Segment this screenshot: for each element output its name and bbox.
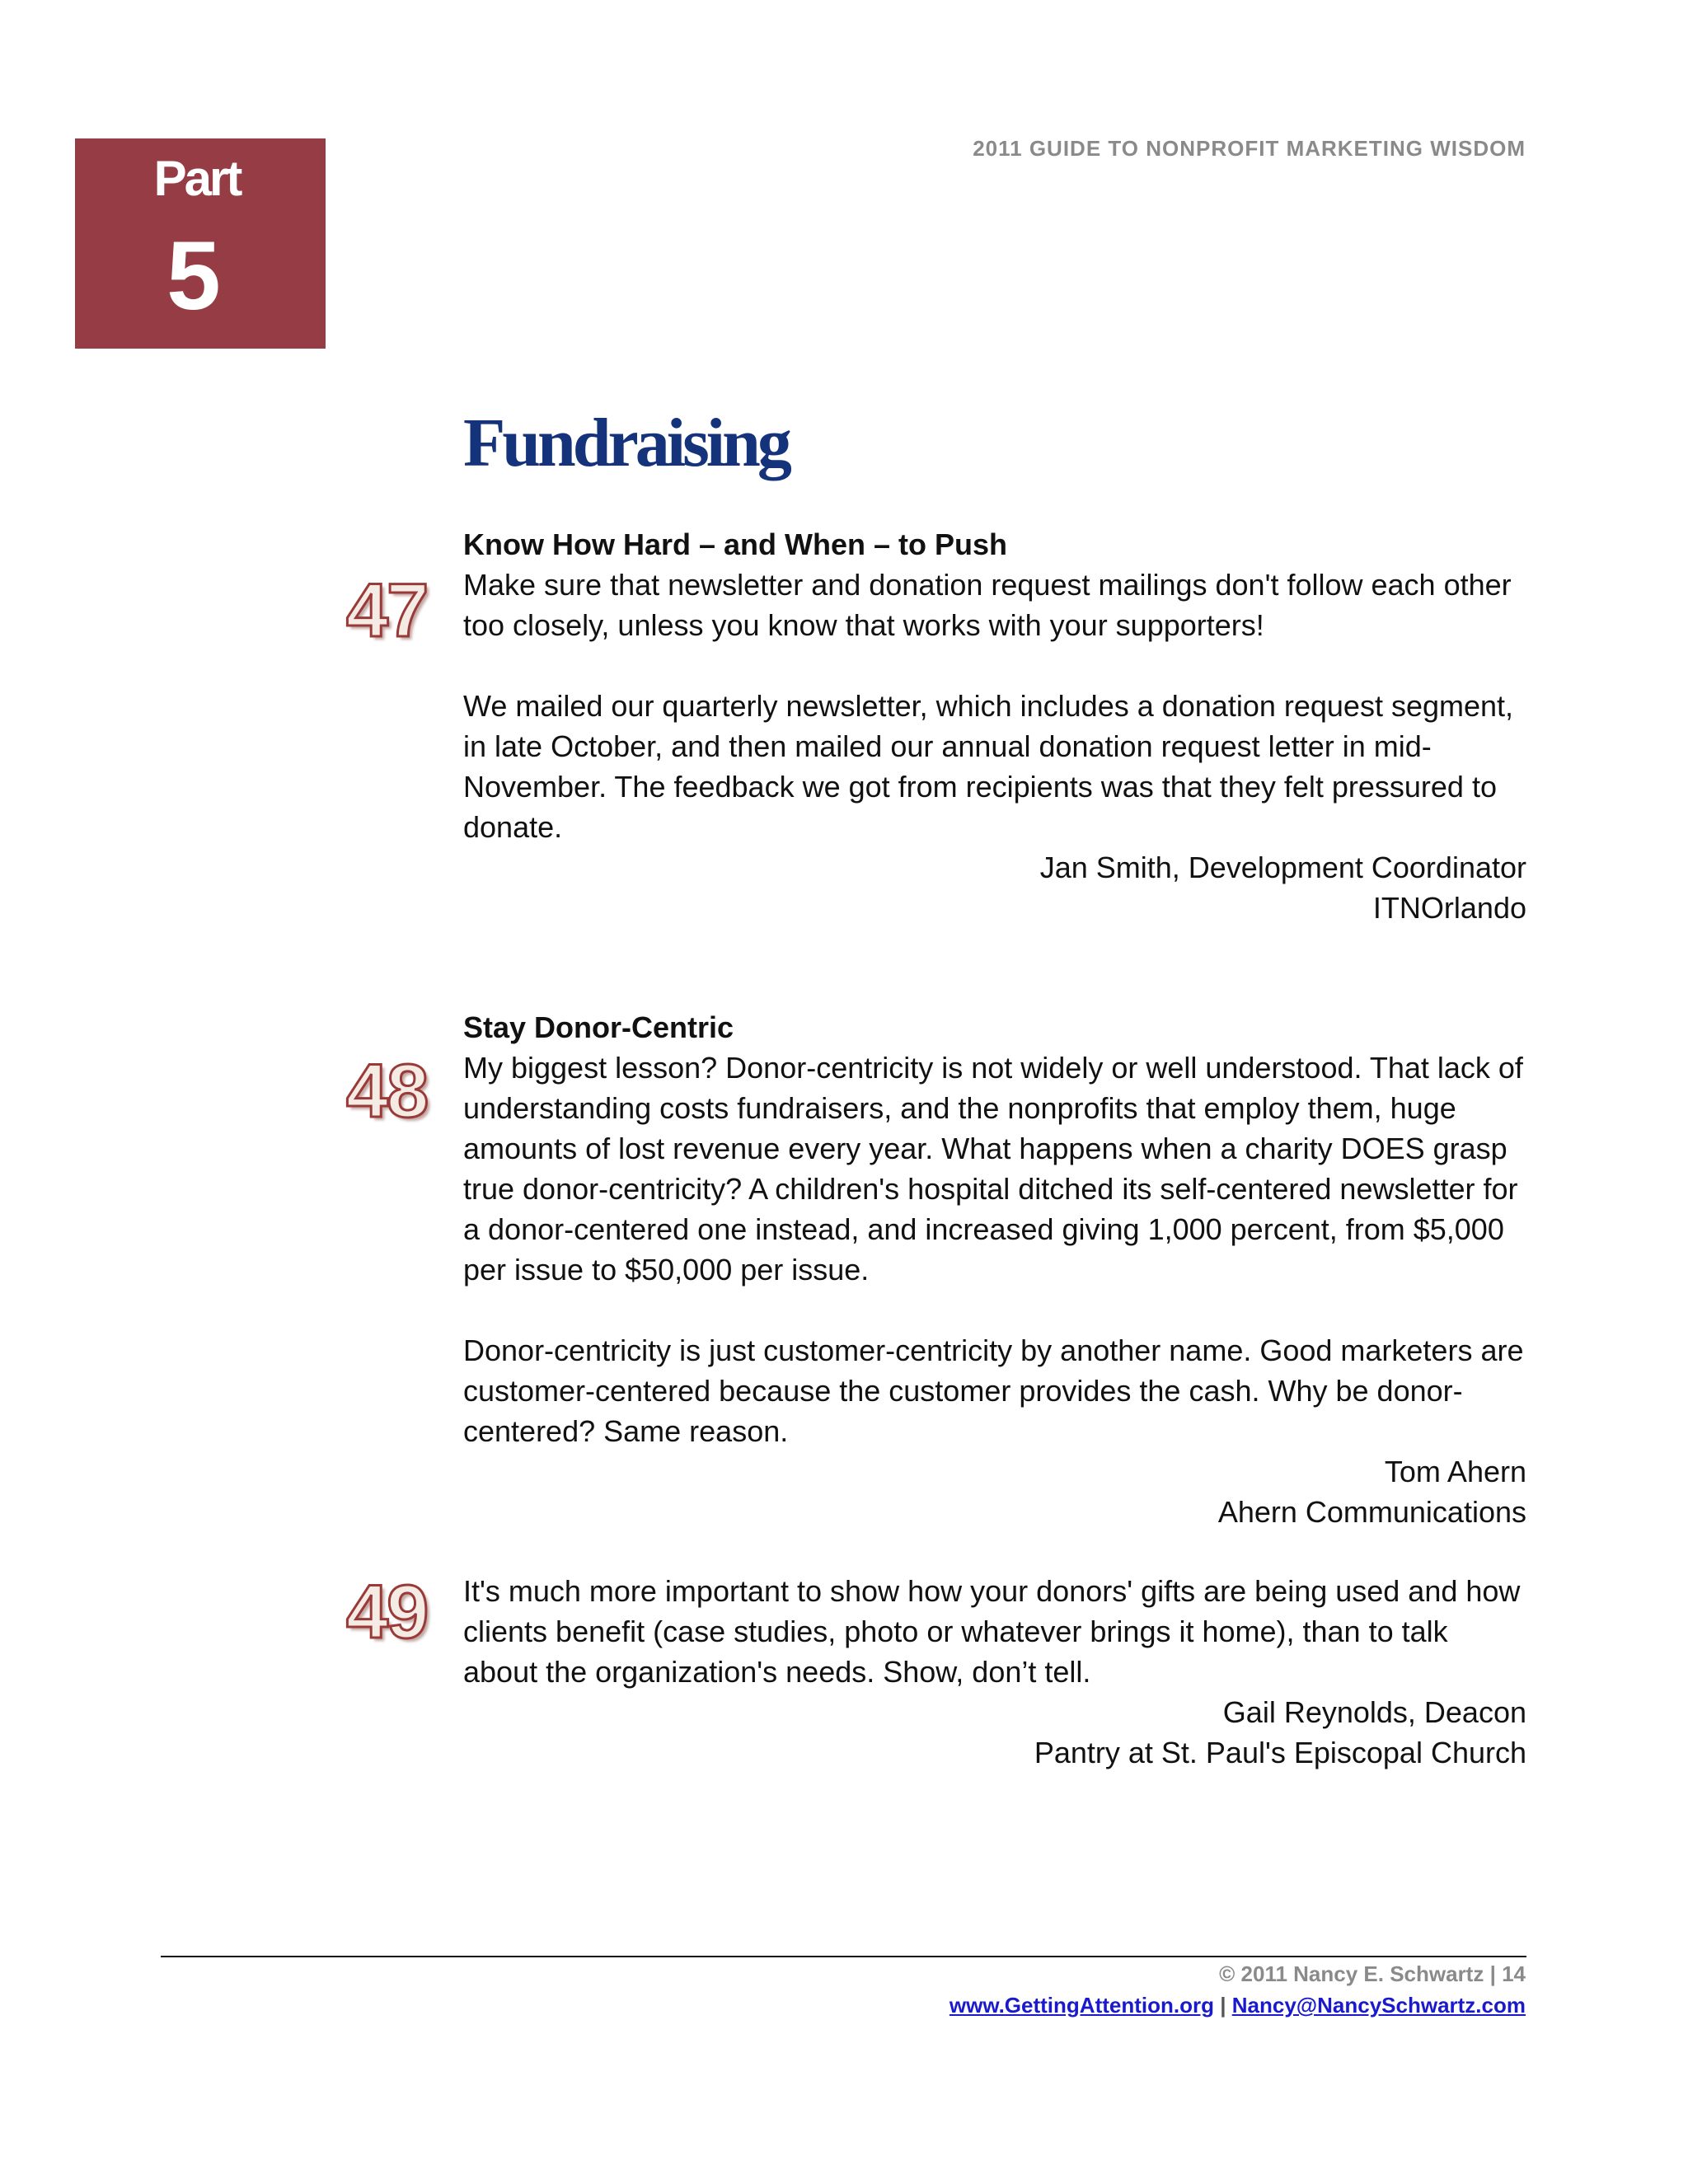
- attribution-name: Gail Reynolds, Deacon: [1222, 1695, 1526, 1729]
- attribution-org: Pantry at St. Paul's Episcopal Church: [1034, 1736, 1526, 1769]
- part-number: 5: [166, 222, 221, 330]
- footer-separator: |: [1220, 1993, 1226, 2018]
- tip-paragraph: It's much more important to show how your donors' gifts are being used and how clients benefit (case studies, photo or whatever brings it home), than to talk about the organization's needs. Show, don’t tell.: [463, 1574, 1521, 1689]
- part-badge: [75, 138, 326, 349]
- tip-heading: Know How Hard – and When – to Push: [463, 527, 1008, 561]
- tip-48: [463, 1007, 1526, 1532]
- tip-number-49: 49: [346, 1570, 428, 1654]
- tip-paragraph: We mailed our quarterly newsletter, which includes a donation request segment, in late October, and then mailed our annual donation request letter in mid-November. The feedback we got from recipients was that they felt pressured to donate.: [463, 689, 1514, 844]
- section-title: Fundraising: [463, 405, 789, 481]
- footer-divider: [161, 1956, 1526, 1957]
- attribution-name: Jan Smith, Development Coordinator: [1039, 851, 1526, 884]
- attribution-org: Ahern Communications: [1217, 1495, 1526, 1529]
- tip-number-47: 47: [346, 569, 428, 653]
- email-link[interactable]: Nancy@NancySchwartz.com: [1231, 1993, 1526, 2018]
- tip-paragraph: My biggest lesson? Donor-centricity is not widely or well understood. That lack of understanding costs fundraisers, and the nonprofits that employ them, huge amounts of lost revenue every year. What happens when a charity DOES grasp true donor-centricity? A children's hospital ditched its self-centered newsletter for a donor-centered one instead, and increased giving 1,000 percent, from $5,000 per issue to $50,000 per issue.: [463, 1051, 1523, 1286]
- tip-49: [463, 1571, 1526, 1773]
- tip-paragraph: Make sure that newsletter and donation request mailings don't follow each other too closely, unless you know that works with your supporters!: [463, 568, 1512, 642]
- attribution-org: ITNOrlando: [1372, 891, 1526, 925]
- tip-paragraph: Donor-centricity is just customer-centricity by another name. Good marketers are customer-centered because the customer provides the cash. Why be donor-centered? Same reason.: [463, 1333, 1524, 1448]
- tip-number-48: 48: [346, 1049, 428, 1133]
- website-link[interactable]: www.GettingAttention.org: [949, 1993, 1214, 2018]
- guide-title: 2011 GUIDE TO NONPROFIT MARKETING WISDOM: [973, 136, 1526, 161]
- part-label: Part: [153, 151, 241, 206]
- tip-47: [463, 524, 1526, 928]
- attribution-name: Tom Ahern: [1384, 1455, 1526, 1488]
- footer-links: [950, 1993, 1526, 2018]
- tip-heading: Stay Donor-Centric: [463, 1010, 734, 1044]
- footer-copyright: © 2011 Nancy E. Schwartz | 14: [1219, 1961, 1526, 1986]
